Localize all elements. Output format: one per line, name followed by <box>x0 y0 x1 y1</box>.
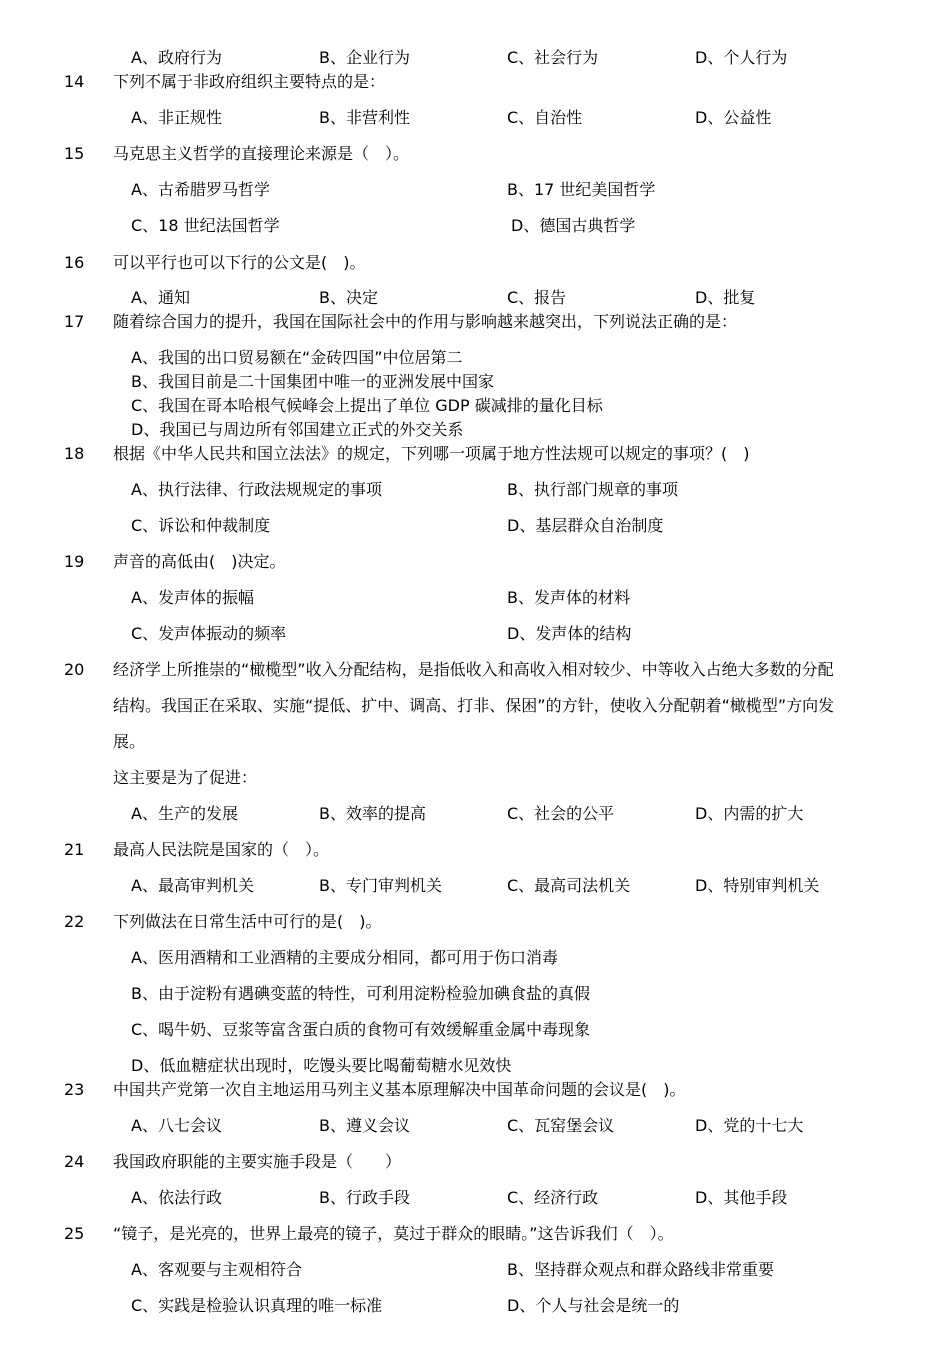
q14-option-d: D、公益性 <box>695 108 772 127</box>
q22-number: 22 <box>64 912 85 931</box>
q15-option-b: B、17 世纪美国哲学 <box>507 180 656 199</box>
q16-option-c: C、报告 <box>507 288 567 307</box>
q15-question: 马克思主义哲学的直接理论来源是（ ）。 <box>113 144 410 163</box>
q19-option-a: A、发声体的振幅 <box>131 588 254 607</box>
q19-question: 声音的高低由( )决定。 <box>113 552 286 571</box>
q13-option-d: D、个人行为 <box>695 48 788 67</box>
q24-option-c: C、经济行政 <box>507 1188 599 1207</box>
q14-question: 下列不属于非政府组织主要特点的是： <box>113 72 386 91</box>
q13-option-a: A、政府行为 <box>131 48 222 67</box>
q18-question: 根据《中华人民共和国立法法》的规定，下列哪一项属于地方性法规可以规定的事项？( ) <box>113 444 750 463</box>
q17-option-b: B、我国目前是二十国集团中唯一的亚洲发展中国家 <box>131 372 494 391</box>
q25-number: 25 <box>64 1224 85 1243</box>
q14-option-c: C、自治性 <box>507 108 583 127</box>
q15-option-c: C、18 世纪法国哲学 <box>131 216 280 235</box>
q22-option-c: C、喝牛奶、豆浆等富含蛋白质的食物可有效缓解重金属中毒现象 <box>131 1020 591 1039</box>
q13-option-c: C、社会行为 <box>507 48 599 67</box>
q25-option-d: D、个人与社会是统一的 <box>507 1296 680 1315</box>
q17-question: 随着综合国力的提升，我国在国际社会中的作用与影响越来越突出，下列说法正确的是： <box>113 312 738 331</box>
q21-option-d: D、特别审判机关 <box>695 876 820 895</box>
q24-number: 24 <box>64 1152 85 1171</box>
q24-option-d: D、其他手段 <box>695 1188 788 1207</box>
q18-option-d: D、基层群众自治制度 <box>507 516 664 535</box>
q23-option-d: D、党的十七大 <box>695 1116 804 1135</box>
q25-option-b: B、坚持群众观点和群众路线非常重要 <box>507 1260 774 1279</box>
q16-question: 可以平行也可以下行的公文是( )。 <box>113 253 366 272</box>
q25-question: “镜子，是光亮的，世界上最亮的镜子，莫过于群众的眼睛。”这告诉我们（ ）。 <box>113 1224 674 1243</box>
q16-number: 16 <box>64 253 85 272</box>
q18-option-a: A、执行法律、行政法规规定的事项 <box>131 480 382 499</box>
q17-option-c: C、我国在哥本哈根气候峰会上提出了单位 GDP 碳减排的量化目标 <box>131 396 603 415</box>
q19-number: 19 <box>64 552 85 571</box>
q22-option-d: D、低血糖症状出现时，吃馒头要比喝葡萄糖水见效快 <box>131 1056 512 1075</box>
q20-option-c: C、社会的公平 <box>507 804 615 823</box>
q23-option-a: A、八七会议 <box>131 1116 222 1135</box>
q24-option-b: B、行政手段 <box>319 1188 410 1207</box>
q16-option-d: D、批复 <box>695 288 756 307</box>
q16-option-b: B、决定 <box>319 288 378 307</box>
q13-option-b: B、企业行为 <box>319 48 410 67</box>
q25-option-c: C、实践是检验认识真理的唯一标准 <box>131 1296 383 1315</box>
q21-question: 最高人民法院是国家的（ ）。 <box>113 840 330 859</box>
q23-option-c: C、瓦窑堡会议 <box>507 1116 615 1135</box>
q21-option-a: A、最高审判机关 <box>131 876 254 895</box>
q18-option-b: B、执行部门规章的事项 <box>507 480 678 499</box>
q22-option-a: A、医用酒精和工业酒精的主要成分相同，都可用于伤口消毒 <box>131 948 558 967</box>
q21-option-c: C、最高司法机关 <box>507 876 631 895</box>
q20-question-line-3: 展。 <box>113 732 146 751</box>
q23-number: 23 <box>64 1080 85 1099</box>
q15-option-a: A、古希腊罗马哲学 <box>131 180 270 199</box>
q20-question-line-2: 结构。我国正在采取、实施“提低、扩中、调高、打非、保困”的方针，使收入分配朝着“橄榄型”方向发 <box>113 696 835 715</box>
q22-option-b: B、由于淀粉有遇碘变蓝的特性，可利用淀粉检验加碘食盐的真假 <box>131 984 590 1003</box>
q21-option-b: B、专门审判机关 <box>319 876 442 895</box>
q20-option-a: A、生产的发展 <box>131 804 238 823</box>
q15-number: 15 <box>64 144 85 163</box>
q19-option-b: B、发声体的材料 <box>507 588 630 607</box>
q14-option-a: A、非正规性 <box>131 108 222 127</box>
q14-number: 14 <box>64 72 85 91</box>
q19-option-d: D、发声体的结构 <box>507 624 632 643</box>
q20-number: 20 <box>64 660 85 679</box>
q17-option-a: A、我国的出口贸易额在“金砖四国”中位居第二 <box>131 348 463 367</box>
q24-question: 我国政府职能的主要实施手段是（ ） <box>113 1152 402 1171</box>
q19-option-c: C、发声体振动的频率 <box>131 624 287 643</box>
q24-option-a: A、依法行政 <box>131 1188 222 1207</box>
q22-question: 下列做法在日常生活中可行的是( )。 <box>113 912 382 931</box>
q18-option-c: C、诉讼和仲裁制度 <box>131 516 271 535</box>
q20-option-b: B、效率的提高 <box>319 804 426 823</box>
q20-question-line-4: 这主要是为了促进： <box>113 768 258 787</box>
q18-number: 18 <box>64 444 85 463</box>
q21-number: 21 <box>64 840 85 859</box>
q20-question-line-1: 经济学上所推崇的“橄榄型”收入分配结构，是指低收入和高收入相对较少、中等收入占绝大多数的分配 <box>113 660 834 679</box>
q14-option-b: B、非营利性 <box>319 108 410 127</box>
q17-option-d: D、我国已与周边所有邻国建立正式的外交关系 <box>131 420 464 439</box>
q17-number: 17 <box>64 312 85 331</box>
q23-question: 中国共产党第一次自主地运用马列主义基本原理解决中国革命问题的会议是( )。 <box>113 1080 686 1099</box>
q25-option-a: A、客观要与主观相符合 <box>131 1260 302 1279</box>
q20-option-d: D、内需的扩大 <box>695 804 804 823</box>
q23-option-b: B、遵义会议 <box>319 1116 410 1135</box>
q16-option-a: A、通知 <box>131 288 190 307</box>
q15-option-d: D、德国古典哲学 <box>511 216 636 235</box>
